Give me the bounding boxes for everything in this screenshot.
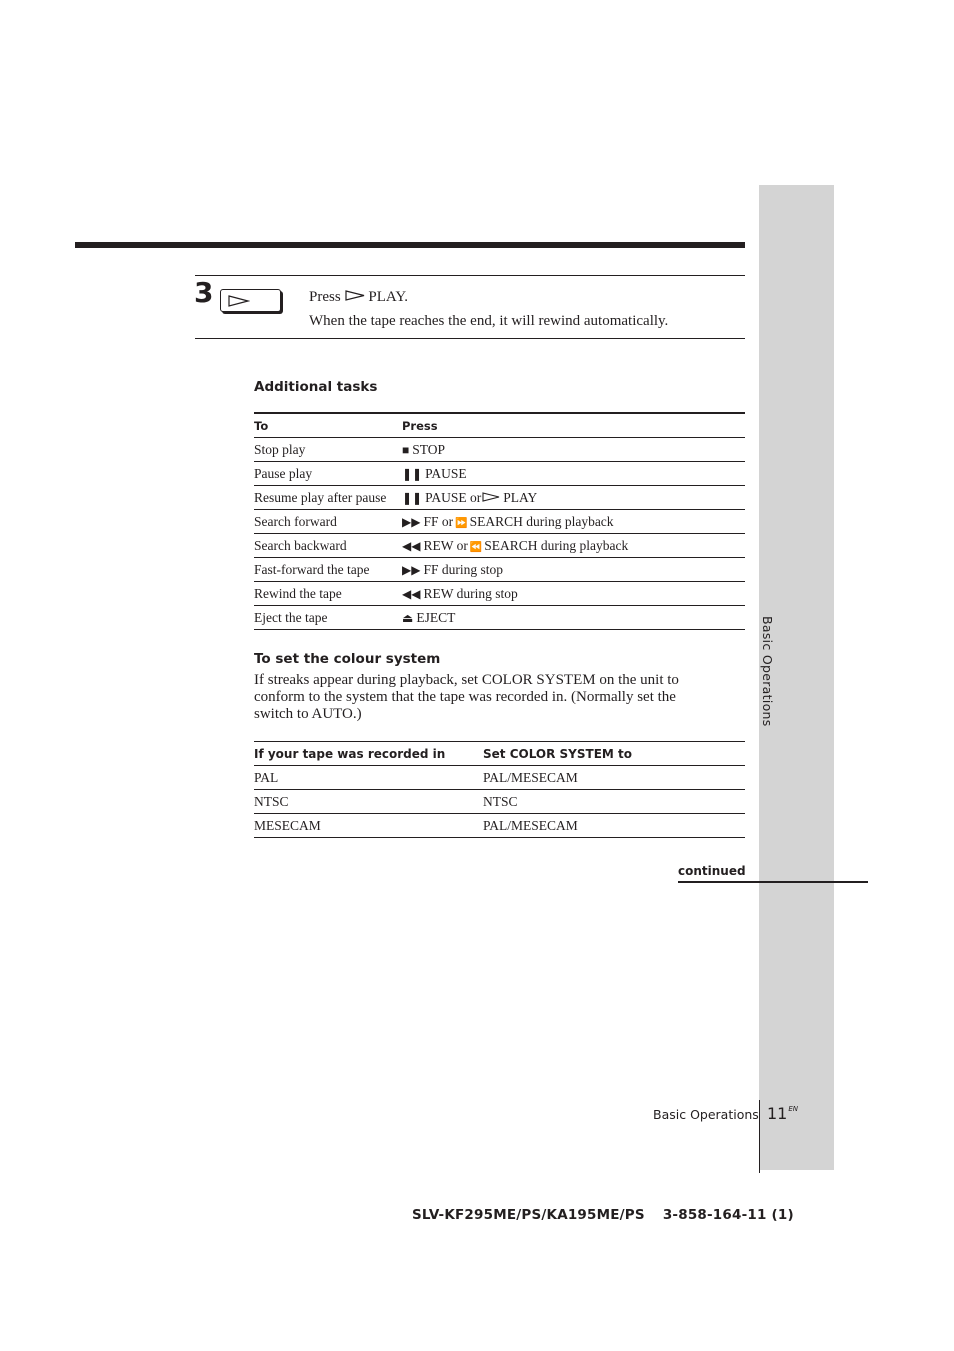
paragraph-line: If streaks appear during playback, set COLOR SYSTEM on the unit to xyxy=(254,672,679,688)
step-play-label: PLAY. xyxy=(368,289,409,305)
task-name: Stop play xyxy=(254,438,402,462)
table-row xyxy=(254,486,745,510)
table-row xyxy=(254,814,745,838)
paragraph-line: switch to AUTO.) xyxy=(254,706,362,722)
table-row xyxy=(254,510,745,534)
fast-forward-icon: ▶▶ xyxy=(402,514,421,529)
task-press: ▶▶ FF during stop xyxy=(402,558,745,582)
pause-icon: ❚❚ xyxy=(402,466,423,481)
step-note: When the tape reaches the end, it will rewind automatically. xyxy=(309,313,669,329)
task-press: ◀◀ REW during stop xyxy=(402,582,745,606)
task-name: Search backward xyxy=(254,534,402,558)
column-header-set-color-system: Set COLOR SYSTEM to xyxy=(483,742,745,766)
task-press: ⏏ EJECT xyxy=(402,606,745,630)
search-backward-icon: ⏪ xyxy=(469,541,483,553)
column-header-to: To xyxy=(254,413,402,438)
table-row xyxy=(254,534,745,558)
model-code xyxy=(412,1207,794,1223)
search-forward-icon: ⏩ xyxy=(455,517,468,529)
play-icon xyxy=(482,492,500,502)
step-press-label: Press xyxy=(309,289,341,305)
play-icon xyxy=(228,295,250,307)
recorded-system: NTSC xyxy=(254,790,483,814)
additional-tasks-table xyxy=(254,412,745,630)
task-press: ❚❚ PAUSE or PLAY xyxy=(402,486,745,510)
task-press: ▶▶ FF or ⏩ SEARCH during playback xyxy=(402,510,745,534)
continued-label: continued xyxy=(678,864,746,878)
rewind-icon: ◀◀ xyxy=(402,538,421,553)
recorded-system: MESECAM xyxy=(254,814,483,838)
colour-system-heading: To set the colour system xyxy=(254,651,441,667)
step-top-rule xyxy=(195,275,745,276)
page-language-suffix: EN xyxy=(788,1105,799,1113)
step-number: 3 xyxy=(194,276,214,309)
top-rule xyxy=(75,242,745,248)
recorded-system: PAL xyxy=(254,766,483,790)
side-tab-label: Basic Operations xyxy=(760,616,775,727)
step-instruction xyxy=(309,288,408,306)
rewind-icon: ◀◀ xyxy=(402,586,421,601)
task-name: Fast-forward the tape xyxy=(254,558,402,582)
color-system-setting: PAL/MESECAM xyxy=(483,766,745,790)
task-name: Search forward xyxy=(254,510,402,534)
additional-tasks-heading: Additional tasks xyxy=(254,379,378,395)
page-number: $11^{EN}$ xyxy=(767,1104,799,1123)
table-row xyxy=(254,606,745,630)
table-header-row xyxy=(254,742,745,766)
play-button-illustration xyxy=(220,289,281,312)
eject-icon: ⏏ xyxy=(402,610,414,625)
colour-system-paragraph xyxy=(254,672,734,723)
table-row xyxy=(254,582,745,606)
color-system-setting: PAL/MESECAM xyxy=(483,814,745,838)
part-number: 3-858-164-11 (1) xyxy=(662,1207,794,1223)
table-row xyxy=(254,462,745,486)
footer-section-name: Basic Operations xyxy=(653,1107,759,1122)
fast-forward-icon: ▶▶ xyxy=(402,562,421,577)
model-number: SLV-KF295ME/PS/KA195ME/PS xyxy=(412,1207,645,1223)
task-name: Resume play after pause xyxy=(254,486,402,510)
task-name: Eject the tape xyxy=(254,606,402,630)
continued-rule xyxy=(678,881,868,883)
table-row xyxy=(254,766,745,790)
page-number-separator xyxy=(759,1100,760,1173)
step-bottom-rule xyxy=(195,338,745,339)
table-row xyxy=(254,558,745,582)
paragraph-line: conform to the system that the tape was recorded in. (Normally set the xyxy=(254,689,676,705)
task-name: Pause play xyxy=(254,462,402,486)
table-row xyxy=(254,790,745,814)
task-press: ■ STOP xyxy=(402,438,745,462)
task-name: Rewind the tape xyxy=(254,582,402,606)
pause-icon: ❚❚ xyxy=(402,490,423,505)
stop-icon: ■ xyxy=(402,442,410,457)
play-icon xyxy=(345,290,365,301)
table-row xyxy=(254,438,745,462)
task-press: ❚❚ PAUSE xyxy=(402,462,745,486)
colour-system-table xyxy=(254,741,745,838)
color-system-setting: NTSC xyxy=(483,790,745,814)
task-press: ◀◀ REW or ⏪ SEARCH during playback xyxy=(402,534,745,558)
column-header-press: Press xyxy=(402,413,745,438)
table-header-row xyxy=(254,413,745,438)
column-header-recorded-in: If your tape was recorded in xyxy=(254,742,483,766)
